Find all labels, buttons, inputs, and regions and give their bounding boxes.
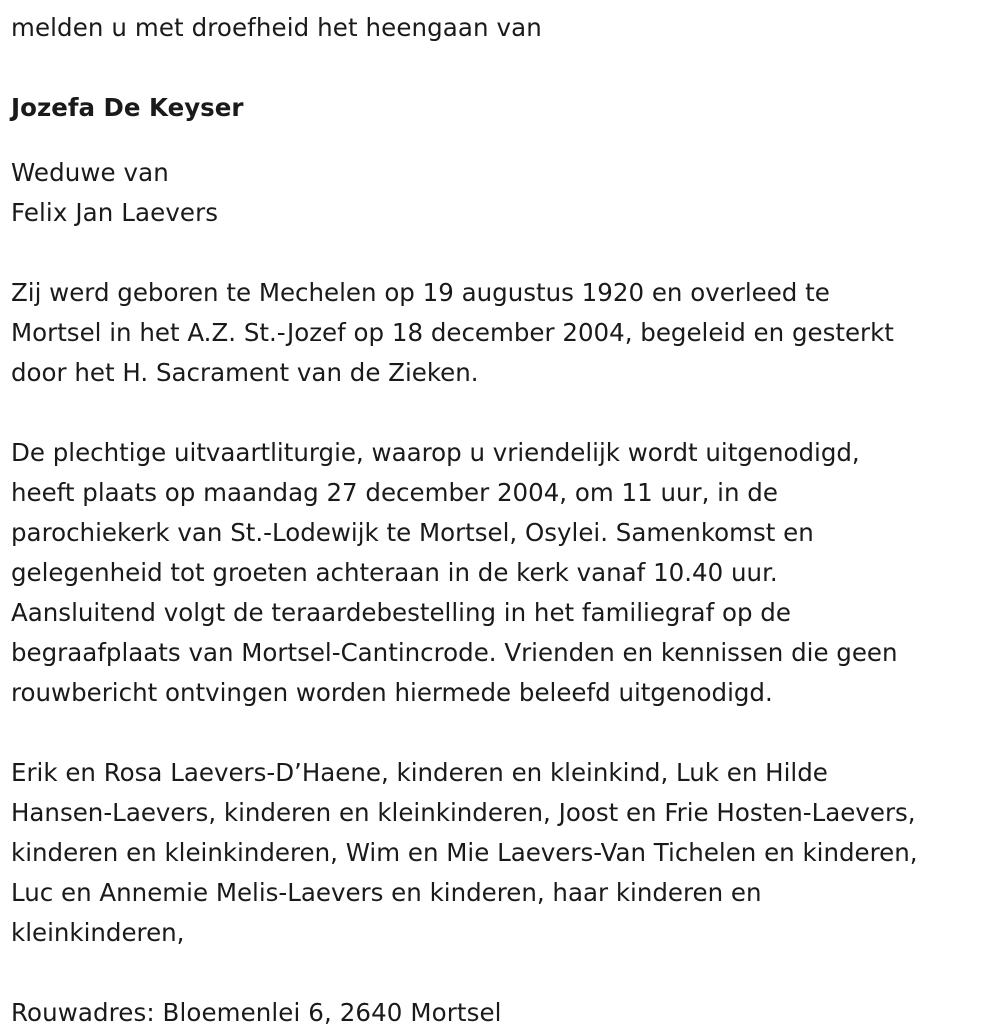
paragraph-line: rouwbericht ontvingen worden hiermede beleefd uitgenodigd. bbox=[11, 677, 773, 707]
intro-text: melden u met droefheid het heengaan van bbox=[11, 13, 542, 42]
paragraph-line: heeft plaats op maandag 27 december 2004, om 11 uur, in de bbox=[11, 477, 778, 507]
relation-text: Weduwe van bbox=[11, 157, 169, 187]
deceased-name: Jozefa De Keyser bbox=[11, 93, 244, 122]
paragraph-line: Hansen-Laevers, kinderen en kleinkinderen, Joost en Frie Hosten-Laevers, bbox=[11, 797, 916, 827]
funeral-paragraph bbox=[11, 433, 1000, 713]
paragraph-line: kleinkinderen, bbox=[11, 917, 185, 947]
paragraph-line: kinderen en kleinkinderen, Wim en Mie Laevers-Van Tichelen en kinderen, bbox=[11, 837, 918, 867]
paragraph-line: begraafplaats van Mortsel-Cantincrode. Vrienden en kennissen die geen bbox=[11, 637, 898, 667]
mourning-address: Rouwadres: Bloemenlei 6, 2640 Mortsel bbox=[11, 997, 502, 1027]
paragraph-line: Erik en Rosa Laevers-D’Haene, kinderen en kleinkind, Luk en Hilde bbox=[11, 757, 828, 787]
paragraph-line: gelegenheid tot groeten achteraan in de kerk vanaf 10.40 uur. bbox=[11, 557, 778, 587]
birth-death-paragraph bbox=[11, 273, 1000, 393]
paragraph-line: Mortsel in het A.Z. St.-Jozef op 18 december 2004, begeleid en gesterkt bbox=[11, 317, 894, 347]
paragraph-line: Zij werd geboren te Mechelen op 19 augustus 1920 en overleed te bbox=[11, 277, 830, 307]
paragraph-line: Aansluitend volgt de teraardebestelling in het familiegraf op de bbox=[11, 597, 791, 627]
family-paragraph bbox=[11, 753, 1000, 953]
paragraph-line: De plechtige uitvaartliturgie, waarop u vriendelijk wordt uitgenodigd, bbox=[11, 437, 860, 467]
paragraph-line: parochiekerk van St.-Lodewijk te Mortsel, Osylei. Samenkomst en bbox=[11, 517, 814, 547]
paragraph-line: door het H. Sacrament van de Zieken. bbox=[11, 357, 479, 387]
paragraph-line: Luc en Annemie Melis-Laevers en kinderen, haar kinderen en bbox=[11, 877, 762, 907]
spouse-name: Felix Jan Laevers bbox=[11, 197, 219, 227]
